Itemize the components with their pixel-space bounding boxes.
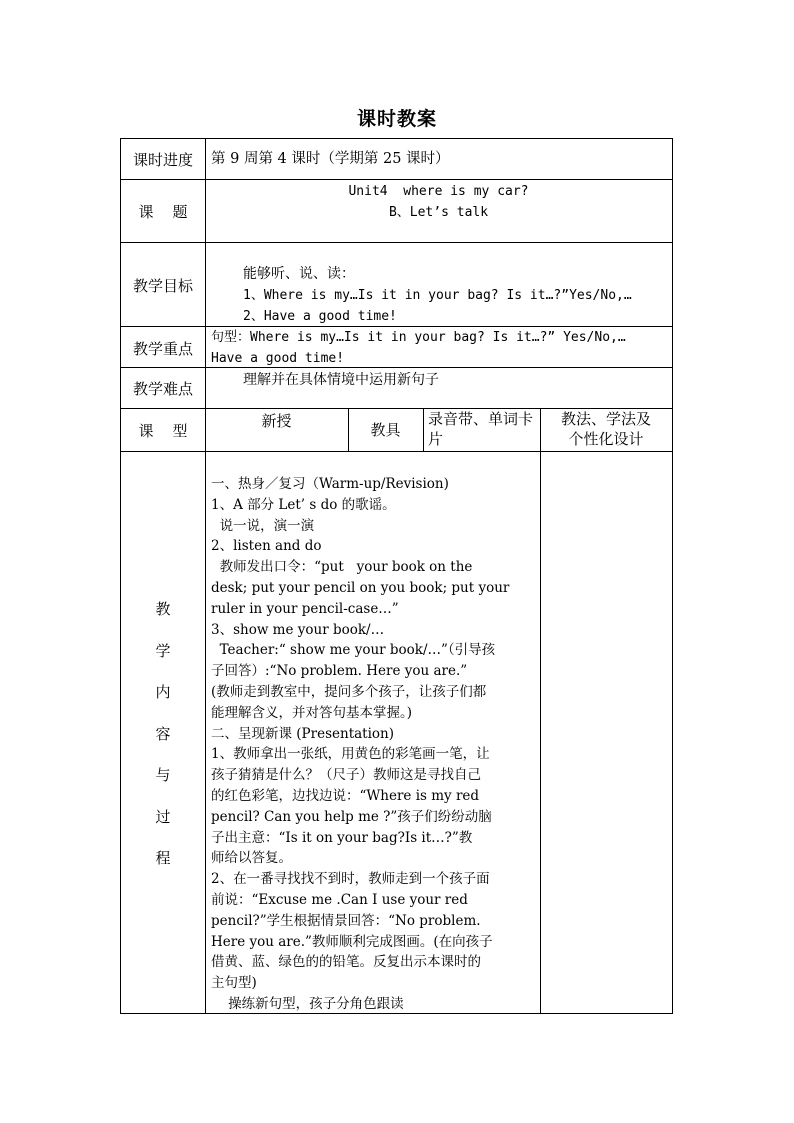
column-divider — [205, 139, 206, 1013]
topic-label: 课 题 — [138, 203, 188, 221]
key-point-line-2: Have a good time! — [211, 351, 345, 366]
process-line: 操练新句型，孩子分角色跟读 — [211, 995, 404, 1012]
process-line: (教师走到教室中，提问多个孩子，让孩子们都 — [211, 683, 487, 700]
difficulty-value: 理解并在具体情境中运用新句子 — [243, 372, 439, 388]
process-line: 主句型) — [211, 975, 257, 992]
key-point-line-1: 句型：Where is my…Is it in your bag? Is it…?” Yes/No,… — [211, 330, 626, 345]
page-title: 课时教案 — [356, 108, 437, 130]
topic-section: B、Let’s talk — [388, 205, 489, 220]
process-line: 1、教师拿出一张纸，用黄色的彩笔画一笔，让 — [211, 746, 490, 763]
method-column-body — [541, 452, 672, 1013]
process-line: Teacher:“ show me your book/…”（引导孩 — [211, 642, 496, 659]
process-line: pencil? Can you help me ?”孩子们纷纷动脑 — [211, 808, 492, 825]
teaching-tools-label: 教具 — [370, 421, 401, 439]
row-divider — [121, 367, 672, 368]
process-line: 能理解含义，并对答句基本掌握。) — [211, 704, 413, 721]
objective-item-1: 1、Where is my…Is it in your bag? Is it…?”Yes/No,… — [243, 288, 632, 303]
process-label-char: 过 — [155, 807, 171, 826]
key-point-label: 教学重点 — [132, 340, 193, 358]
teaching-tools-line-2: 片 — [428, 430, 444, 448]
process-line: 1、A 部分 Let’ s do 的歌谣。 — [211, 496, 396, 513]
process-line: 的红色彩笔，边找边说：“Where is my red — [211, 787, 480, 804]
process-label-char: 学 — [155, 641, 171, 660]
process-label-char: 容 — [155, 724, 171, 743]
topic-unit: Unit4 where is my car? — [348, 184, 529, 199]
progress-value: 第 9 周第 4 课时（学期第 25 课时） — [211, 151, 450, 167]
process-line: 2、listen and do — [211, 538, 322, 555]
process-label-char: 与 — [155, 766, 171, 784]
progress-label: 课时进度 — [132, 151, 193, 169]
process-line: 3、show me your book/… — [211, 621, 385, 638]
process-line: 说一说，演一演 — [211, 517, 315, 534]
row-divider — [121, 179, 672, 180]
process-label-char: 程 — [155, 849, 171, 867]
process-line: 2、在一番寻找找不到时，教师走到一个孩子面 — [211, 871, 490, 888]
process-label — [121, 589, 205, 880]
row-divider — [121, 242, 672, 243]
process-line: 教师发出口令：“put your book on the — [211, 559, 473, 576]
lesson-plan-table — [120, 138, 673, 1014]
column-divider — [423, 408, 424, 451]
objective-item-2: 2、Have a good time! — [243, 309, 397, 324]
process-line: 借黄、蓝、绿色的的铅笔。反复出示本课时的 — [211, 954, 481, 971]
objective-intro: 能够听、说、读： — [243, 266, 355, 282]
process-line: desk; put your pencil on you book; put your — [211, 579, 510, 596]
process-line: 子回答）:“No problem. Here you are.” — [211, 663, 468, 680]
process-line: 孩子猜猜是什么？（尺子）教师这是寻找自己 — [211, 767, 481, 784]
objective-label: 教学目标 — [132, 277, 193, 295]
process-content — [211, 474, 539, 1015]
method-header-line-2: 个性化设计 — [568, 430, 644, 448]
method-header-line-1: 教法、学法及 — [560, 410, 651, 428]
process-line: 二、呈现新课 (Presentation) — [211, 725, 395, 742]
process-line: 前说：“Excuse me .Can I use your red — [211, 891, 468, 908]
process-label-char: 内 — [155, 683, 171, 701]
process-line: ruler in your pencil-case…” — [211, 600, 399, 617]
process-line: 一、热身／复习（Warm-up/Revision) — [211, 476, 449, 492]
lesson-type-value: 新授 — [261, 412, 292, 430]
process-line: Here you are.”教师顺利完成图画。(在向孩子 — [211, 933, 493, 950]
teaching-tools-line-1: 录音带、单词卡 — [428, 410, 534, 428]
process-line: 子出主意：“Is it on your bag?Is it…?”教 — [211, 829, 473, 846]
difficulty-label: 教学难点 — [132, 380, 193, 398]
lesson-type-label: 课 型 — [138, 422, 188, 440]
process-label-char: 教 — [155, 600, 171, 618]
process-line: 师给以答复。 — [211, 850, 292, 867]
process-line: pencil?”学生根据情景回答：“No problem. — [211, 912, 481, 929]
